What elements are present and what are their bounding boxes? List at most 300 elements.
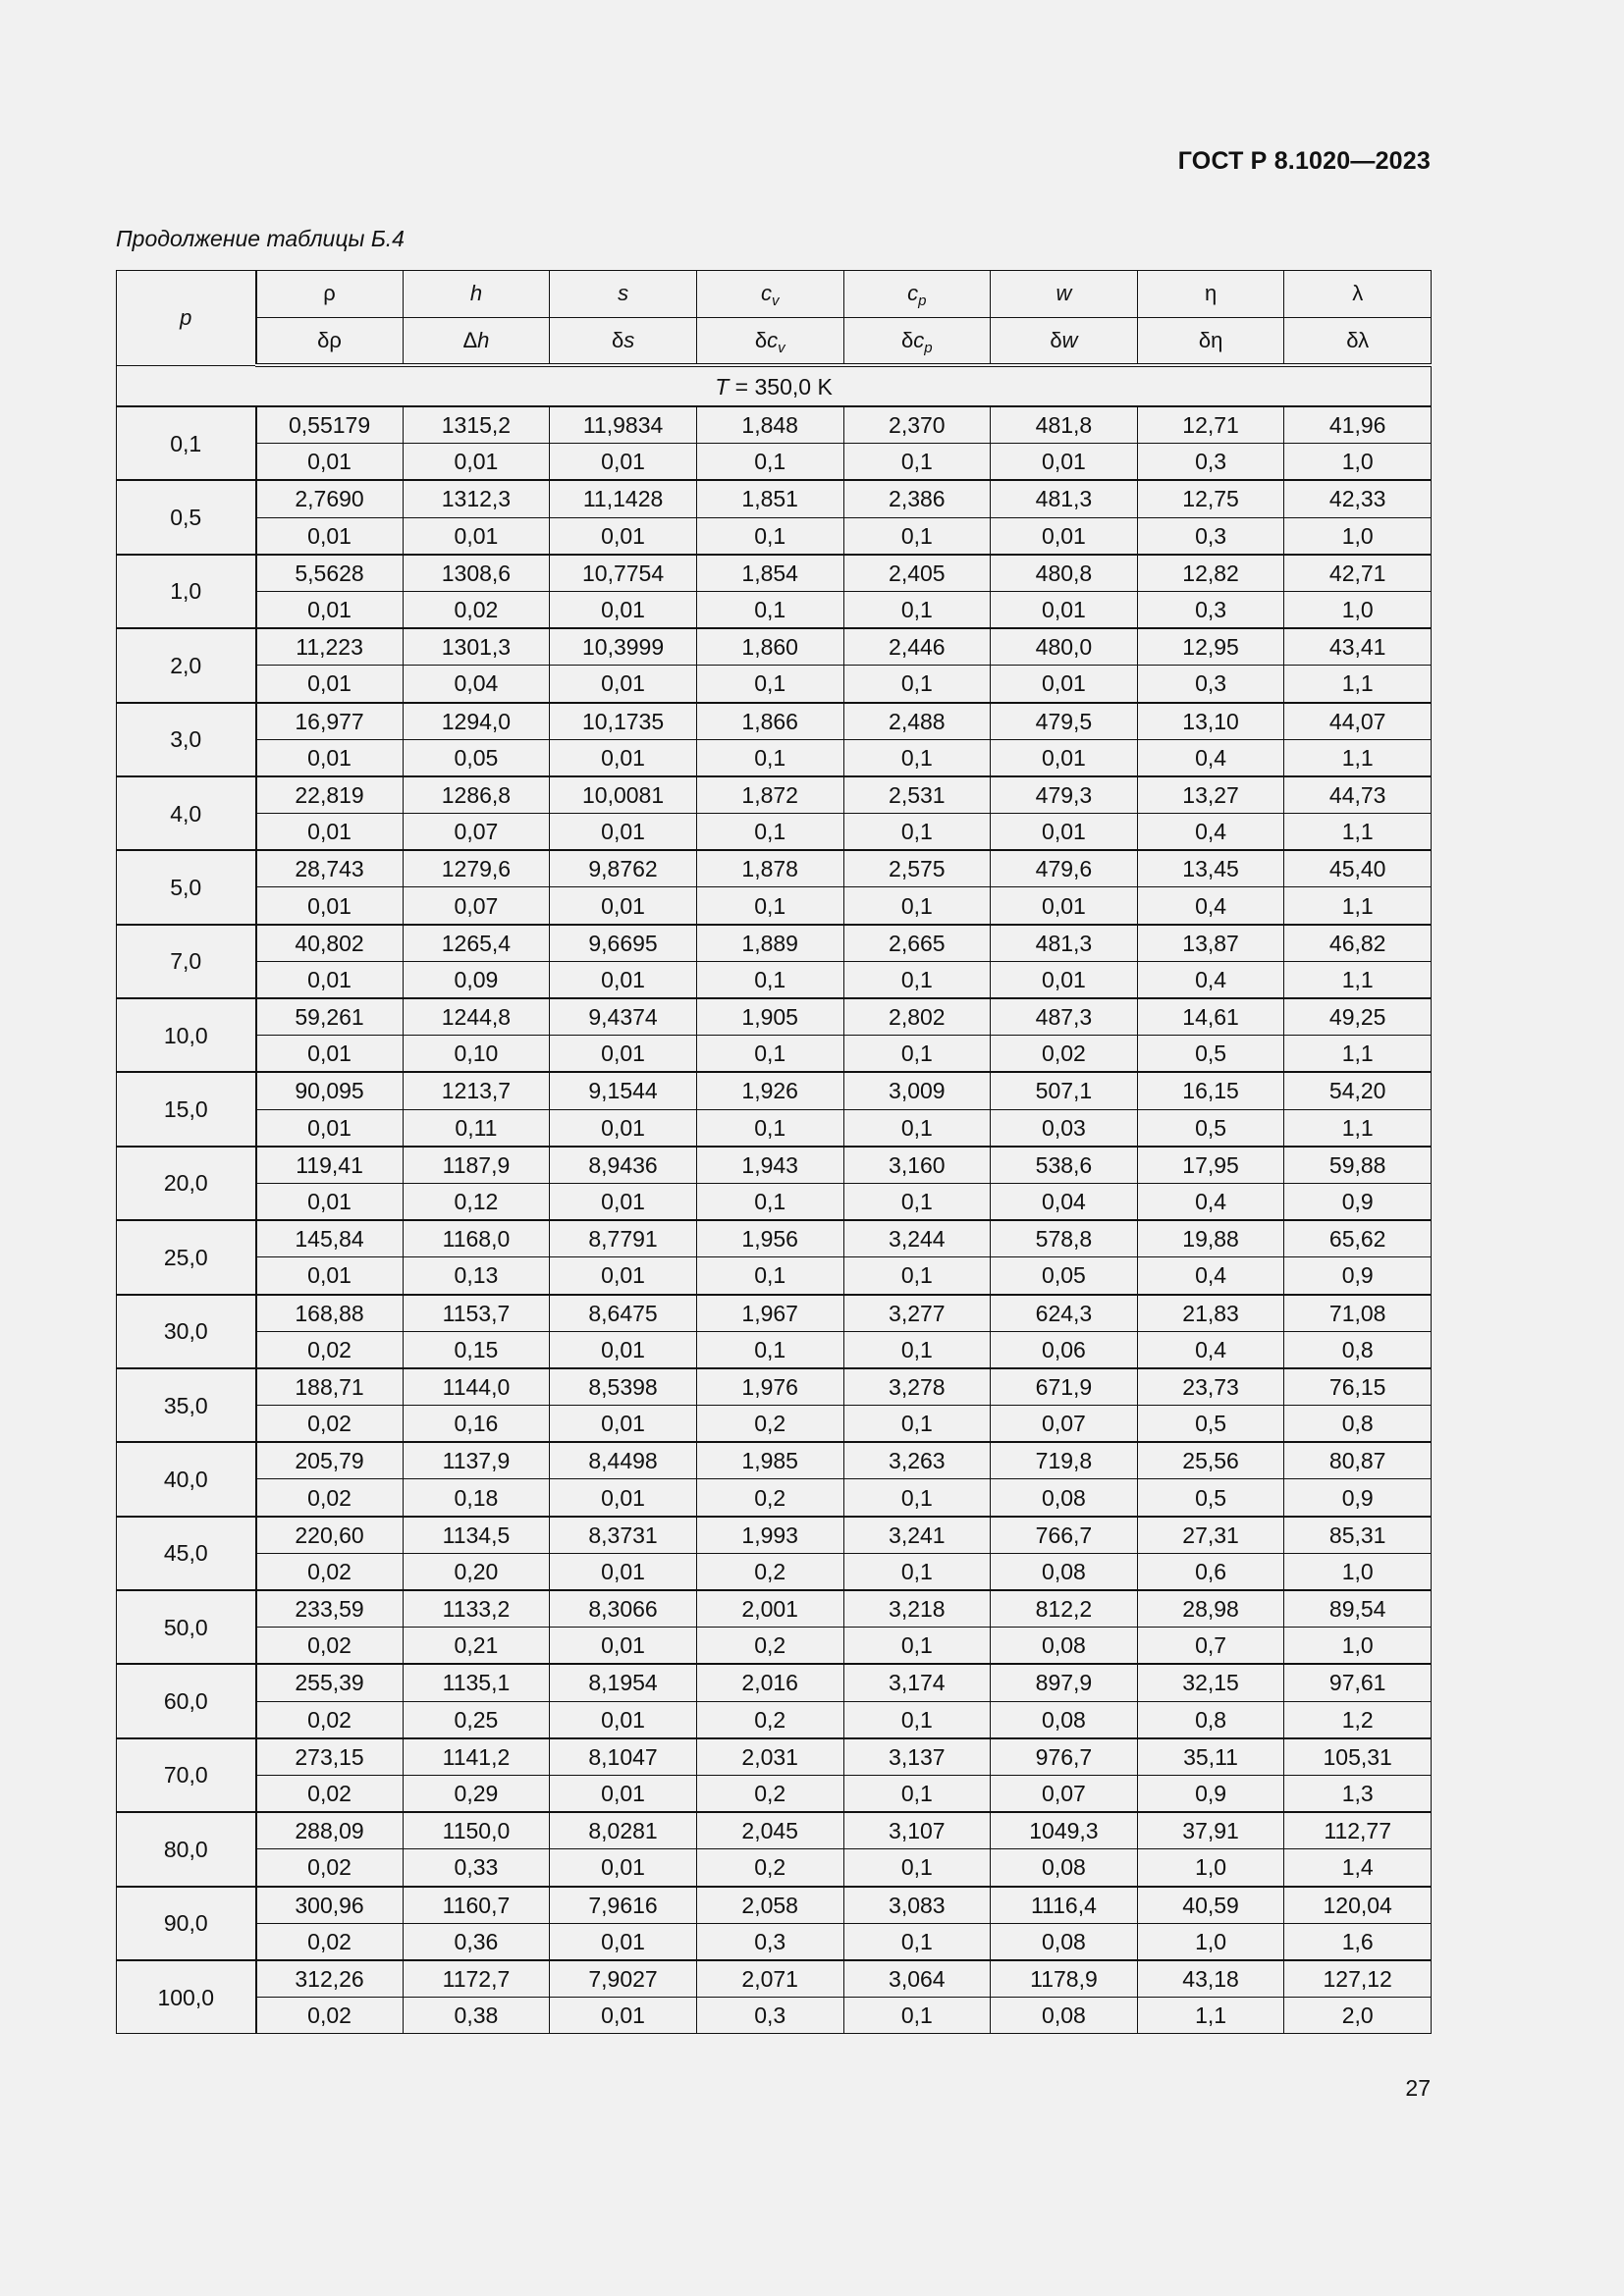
value-cell: 220,60 — [256, 1517, 404, 1554]
uncertainty-cell: 0,16 — [403, 1406, 550, 1443]
value-cell: 12,71 — [1137, 406, 1284, 444]
uncertainty-cell: 0,3 — [696, 1923, 843, 1960]
uncertainty-cell: 0,2 — [696, 1701, 843, 1738]
value-cell: 19,88 — [1137, 1220, 1284, 1257]
value-cell: 1,943 — [696, 1147, 843, 1184]
uncertainty-cell: 0,3 — [696, 1998, 843, 2034]
header-symbol: h — [477, 327, 490, 352]
uncertainty-cell: 0,01 — [550, 517, 697, 555]
header-prefix: δ — [1346, 327, 1359, 352]
value-cell: 2,016 — [696, 1664, 843, 1701]
value-cell: 3,064 — [843, 1960, 991, 1998]
header-symbol: h — [469, 281, 483, 306]
uncertainty-cell: 0,1 — [843, 1923, 991, 1960]
header-prefix: δ — [611, 327, 624, 352]
uncertainty-cell: 0,08 — [991, 1628, 1138, 1665]
uncertainty-cell: 0,01 — [256, 1036, 404, 1073]
uncertainty-cell: 0,8 — [1137, 1701, 1284, 1738]
value-cell: 10,1735 — [550, 703, 697, 740]
table-row — [117, 1960, 1432, 1998]
header-symbol: λ — [1358, 327, 1370, 352]
value-cell: 9,4374 — [550, 998, 697, 1036]
value-cell: 12,95 — [1137, 628, 1284, 666]
value-cell: 1286,8 — [403, 776, 550, 814]
uncertainty-cell: 0,1 — [843, 1406, 991, 1443]
uncertainty-cell: 0,5 — [1137, 1479, 1284, 1517]
value-cell: 35,11 — [1137, 1738, 1284, 1776]
pressure-cell: 0,5 — [117, 480, 256, 554]
value-cell: 273,15 — [256, 1738, 404, 1776]
value-cell: 1244,8 — [403, 998, 550, 1036]
uncertainty-cell: 1,1 — [1284, 666, 1432, 703]
uncertainty-cell: 0,4 — [1137, 1183, 1284, 1220]
value-cell: 54,20 — [1284, 1072, 1432, 1109]
uncertainty-cell: 0,01 — [550, 961, 697, 998]
value-cell: 1213,7 — [403, 1072, 550, 1109]
value-cell: 90,095 — [256, 1072, 404, 1109]
value-cell: 3,083 — [843, 1887, 991, 1924]
page-number: 27 — [1405, 2075, 1431, 2101]
value-cell: 479,6 — [991, 850, 1138, 887]
uncertainty-cell: 0,01 — [991, 739, 1138, 776]
value-cell: 812,2 — [991, 1590, 1138, 1628]
header-pressure — [117, 271, 256, 366]
value-cell: 44,07 — [1284, 703, 1432, 740]
value-cell: 0,55179 — [256, 406, 404, 444]
table-row — [117, 1664, 1432, 1701]
uncertainty-cell: 0,1 — [843, 961, 991, 998]
header-bottom-7 — [1284, 317, 1432, 365]
value-cell: 3,263 — [843, 1442, 991, 1479]
value-cell: 507,1 — [991, 1072, 1138, 1109]
uncertainty-cell: 0,29 — [403, 1775, 550, 1812]
value-cell: 1168,0 — [403, 1220, 550, 1257]
value-cell: 2,802 — [843, 998, 991, 1036]
uncertainty-cell: 0,01 — [991, 591, 1138, 628]
uncertainty-cell: 0,1 — [843, 1849, 991, 1887]
header-prefix: δ — [1050, 327, 1062, 352]
table-row-uncertainty — [117, 814, 1432, 851]
header-bottom-4 — [843, 317, 991, 365]
header-top-7 — [1284, 271, 1432, 318]
value-cell: 976,7 — [991, 1738, 1138, 1776]
value-cell: 1,967 — [696, 1295, 843, 1332]
table-row-uncertainty — [117, 1775, 1432, 1812]
value-cell: 11,1428 — [550, 480, 697, 517]
value-cell: 1172,7 — [403, 1960, 550, 1998]
pressure-cell: 15,0 — [117, 1072, 256, 1146]
value-cell: 28,743 — [256, 850, 404, 887]
table-row — [117, 1220, 1432, 1257]
header-top-0 — [256, 271, 404, 318]
pressure-cell: 20,0 — [117, 1147, 256, 1220]
header-symbol: ρ — [329, 327, 342, 352]
uncertainty-cell: 0,01 — [550, 1701, 697, 1738]
uncertainty-cell: 1,0 — [1284, 517, 1432, 555]
value-cell: 27,31 — [1137, 1517, 1284, 1554]
uncertainty-cell: 0,02 — [256, 1406, 404, 1443]
uncertainty-cell: 0,02 — [403, 591, 550, 628]
value-cell: 112,77 — [1284, 1812, 1432, 1849]
table-row-uncertainty — [117, 961, 1432, 998]
properties-table — [116, 270, 1432, 2034]
uncertainty-cell: 0,05 — [403, 739, 550, 776]
value-cell: 89,54 — [1284, 1590, 1432, 1628]
header-top-5 — [991, 271, 1138, 318]
value-cell: 23,73 — [1137, 1368, 1284, 1406]
uncertainty-cell: 0,5 — [1137, 1109, 1284, 1147]
uncertainty-cell: 0,07 — [403, 814, 550, 851]
pressure-cell: 4,0 — [117, 776, 256, 850]
table-row-uncertainty — [117, 666, 1432, 703]
value-cell: 168,88 — [256, 1295, 404, 1332]
value-cell: 76,15 — [1284, 1368, 1432, 1406]
uncertainty-cell: 0,01 — [256, 517, 404, 555]
uncertainty-cell: 0,1 — [843, 1183, 991, 1220]
pressure-cell: 100,0 — [117, 1960, 256, 2034]
uncertainty-cell: 0,02 — [256, 1479, 404, 1517]
uncertainty-cell: 0,02 — [256, 1628, 404, 1665]
document-code: ГОСТ Р 8.1020—2023 — [1177, 147, 1431, 175]
uncertainty-cell: 0,7 — [1137, 1628, 1284, 1665]
table-row — [117, 1887, 1432, 1924]
value-cell: 1315,2 — [403, 406, 550, 444]
value-cell: 12,82 — [1137, 555, 1284, 592]
value-cell: 11,9834 — [550, 406, 697, 444]
value-cell: 8,3731 — [550, 1517, 697, 1554]
uncertainty-cell: 0,09 — [403, 961, 550, 998]
uncertainty-cell: 0,8 — [1284, 1331, 1432, 1368]
value-cell: 3,244 — [843, 1220, 991, 1257]
uncertainty-cell: 0,01 — [550, 1036, 697, 1073]
pressure-cell: 5,0 — [117, 850, 256, 924]
uncertainty-cell: 0,12 — [403, 1183, 550, 1220]
uncertainty-cell: 0,5 — [1137, 1036, 1284, 1073]
uncertainty-cell: 0,01 — [991, 814, 1138, 851]
table-row-uncertainty — [117, 1036, 1432, 1073]
uncertainty-cell: 0,01 — [550, 1775, 697, 1812]
uncertainty-cell: 0,04 — [991, 1183, 1138, 1220]
table-row-uncertainty — [117, 591, 1432, 628]
table-row-uncertainty — [117, 887, 1432, 925]
table-row — [117, 1295, 1432, 1332]
value-cell: 1,866 — [696, 703, 843, 740]
uncertainty-cell: 0,1 — [696, 887, 843, 925]
uncertainty-cell: 0,01 — [550, 1109, 697, 1147]
value-cell: 2,370 — [843, 406, 991, 444]
uncertainty-cell: 0,01 — [256, 666, 404, 703]
value-cell: 5,5628 — [256, 555, 404, 592]
table-body — [117, 271, 1432, 2034]
uncertainty-cell: 0,08 — [991, 1849, 1138, 1887]
header-bottom-3 — [696, 317, 843, 365]
value-cell: 8,5398 — [550, 1368, 697, 1406]
value-cell: 1279,6 — [403, 850, 550, 887]
value-cell: 300,96 — [256, 1887, 404, 1924]
uncertainty-cell: 0,06 — [991, 1331, 1138, 1368]
uncertainty-cell: 0,20 — [403, 1553, 550, 1590]
uncertainty-cell: 0,1 — [843, 1331, 991, 1368]
uncertainty-cell: 0,01 — [550, 1183, 697, 1220]
header-bottom-0 — [256, 317, 404, 365]
header-symbol: c — [913, 327, 925, 352]
value-cell: 59,88 — [1284, 1147, 1432, 1184]
uncertainty-cell: 0,01 — [256, 1109, 404, 1147]
uncertainty-cell: 0,01 — [991, 961, 1138, 998]
uncertainty-cell: 0,02 — [991, 1036, 1138, 1073]
table-row — [117, 1442, 1432, 1479]
uncertainty-cell: 1,1 — [1284, 739, 1432, 776]
value-cell: 255,39 — [256, 1664, 404, 1701]
value-cell: 1,889 — [696, 925, 843, 962]
uncertainty-cell: 0,1 — [843, 444, 991, 481]
value-cell: 42,33 — [1284, 480, 1432, 517]
uncertainty-cell: 0,1 — [696, 444, 843, 481]
table-row — [117, 1517, 1432, 1554]
uncertainty-cell: 0,9 — [1284, 1257, 1432, 1295]
table-row-uncertainty — [117, 1331, 1432, 1368]
uncertainty-cell: 0,2 — [696, 1553, 843, 1590]
header-symbol: c — [767, 327, 779, 352]
value-cell: 8,0281 — [550, 1812, 697, 1849]
value-cell: 578,8 — [991, 1220, 1138, 1257]
value-cell: 3,137 — [843, 1738, 991, 1776]
value-cell: 1265,4 — [403, 925, 550, 962]
uncertainty-cell: 0,01 — [550, 1923, 697, 1960]
uncertainty-cell: 0,08 — [991, 1701, 1138, 1738]
table-row — [117, 555, 1432, 592]
uncertainty-cell: 0,3 — [1137, 444, 1284, 481]
pressure-cell: 0,1 — [117, 406, 256, 480]
value-cell: 3,277 — [843, 1295, 991, 1332]
uncertainty-cell: 1,1 — [1284, 1036, 1432, 1073]
value-cell: 188,71 — [256, 1368, 404, 1406]
uncertainty-cell: 0,1 — [843, 814, 991, 851]
table-row-uncertainty — [117, 1998, 1432, 2034]
value-cell: 119,41 — [256, 1147, 404, 1184]
value-cell: 1,985 — [696, 1442, 843, 1479]
value-cell: 766,7 — [991, 1517, 1138, 1554]
value-cell: 2,386 — [843, 480, 991, 517]
uncertainty-cell: 0,1 — [696, 1036, 843, 1073]
uncertainty-cell: 1,3 — [1284, 1775, 1432, 1812]
value-cell: 479,3 — [991, 776, 1138, 814]
uncertainty-cell: 0,1 — [696, 739, 843, 776]
header-top-1 — [403, 271, 550, 318]
value-cell: 1178,9 — [991, 1960, 1138, 1998]
value-cell: 8,3066 — [550, 1590, 697, 1628]
value-cell: 45,40 — [1284, 850, 1432, 887]
value-cell: 42,71 — [1284, 555, 1432, 592]
value-cell: 13,10 — [1137, 703, 1284, 740]
header-prefix: δ — [754, 327, 768, 352]
value-cell: 65,62 — [1284, 1220, 1432, 1257]
header-bottom-5 — [991, 317, 1138, 365]
value-cell: 480,8 — [991, 555, 1138, 592]
uncertainty-cell: 0,01 — [256, 591, 404, 628]
value-cell: 2,488 — [843, 703, 991, 740]
value-cell: 1135,1 — [403, 1664, 550, 1701]
table-row-uncertainty — [117, 1628, 1432, 1665]
header-top-2 — [550, 271, 697, 318]
pressure-cell: 30,0 — [117, 1295, 256, 1368]
value-cell: 13,45 — [1137, 850, 1284, 887]
value-cell: 2,665 — [843, 925, 991, 962]
table-row-uncertainty — [117, 1406, 1432, 1443]
value-cell: 127,12 — [1284, 1960, 1432, 1998]
value-cell: 7,9027 — [550, 1960, 697, 1998]
value-cell: 1153,7 — [403, 1295, 550, 1332]
uncertainty-cell: 0,08 — [991, 1998, 1138, 2034]
value-cell: 1,993 — [696, 1517, 843, 1554]
value-cell: 1312,3 — [403, 480, 550, 517]
header-symbol: c — [907, 281, 919, 306]
uncertainty-cell: 0,08 — [991, 1479, 1138, 1517]
pressure-cell: 10,0 — [117, 998, 256, 1072]
value-cell: 40,59 — [1137, 1887, 1284, 1924]
value-cell: 671,9 — [991, 1368, 1138, 1406]
header-subscript: v — [778, 339, 785, 356]
uncertainty-cell: 0,1 — [696, 517, 843, 555]
pressure-cell: 45,0 — [117, 1517, 256, 1590]
value-cell: 2,001 — [696, 1590, 843, 1628]
value-cell: 3,009 — [843, 1072, 991, 1109]
value-cell: 1116,4 — [991, 1887, 1138, 1924]
uncertainty-cell: 0,1 — [696, 666, 843, 703]
value-cell: 8,9436 — [550, 1147, 697, 1184]
value-cell: 7,9616 — [550, 1887, 697, 1924]
uncertainty-cell: 0,3 — [1137, 517, 1284, 555]
table-row — [117, 925, 1432, 962]
value-cell: 1137,9 — [403, 1442, 550, 1479]
value-cell: 9,8762 — [550, 850, 697, 887]
value-cell: 1294,0 — [403, 703, 550, 740]
table-row-uncertainty — [117, 1109, 1432, 1147]
uncertainty-cell: 0,01 — [550, 1257, 697, 1295]
value-cell: 481,3 — [991, 925, 1138, 962]
table-row — [117, 1738, 1432, 1776]
uncertainty-cell: 0,08 — [991, 1923, 1138, 1960]
value-cell: 2,446 — [843, 628, 991, 666]
value-cell: 8,1954 — [550, 1664, 697, 1701]
value-cell: 2,405 — [843, 555, 991, 592]
table-row — [117, 1590, 1432, 1628]
value-cell: 2,058 — [696, 1887, 843, 1924]
uncertainty-cell: 0,01 — [403, 444, 550, 481]
header-symbol: ρ — [323, 281, 336, 306]
value-cell: 3,218 — [843, 1590, 991, 1628]
value-cell: 2,575 — [843, 850, 991, 887]
uncertainty-cell: 0,9 — [1284, 1183, 1432, 1220]
uncertainty-cell: 0,1 — [843, 1628, 991, 1665]
uncertainty-cell: 0,07 — [991, 1775, 1138, 1812]
uncertainty-cell: 0,8 — [1284, 1406, 1432, 1443]
value-cell: 8,1047 — [550, 1738, 697, 1776]
value-cell: 1144,0 — [403, 1368, 550, 1406]
value-cell: 80,87 — [1284, 1442, 1432, 1479]
uncertainty-cell: 0,5 — [1137, 1406, 1284, 1443]
uncertainty-cell: 0,1 — [843, 1701, 991, 1738]
value-cell: 25,56 — [1137, 1442, 1284, 1479]
uncertainty-cell: 0,18 — [403, 1479, 550, 1517]
value-cell: 44,73 — [1284, 776, 1432, 814]
value-cell: 2,031 — [696, 1738, 843, 1776]
uncertainty-cell: 0,15 — [403, 1331, 550, 1368]
value-cell: 487,3 — [991, 998, 1138, 1036]
value-cell: 2,531 — [843, 776, 991, 814]
header-top-3 — [696, 271, 843, 318]
value-cell: 719,8 — [991, 1442, 1138, 1479]
value-cell: 105,31 — [1284, 1738, 1432, 1776]
value-cell: 41,96 — [1284, 406, 1432, 444]
uncertainty-cell: 0,01 — [550, 887, 697, 925]
uncertainty-cell: 0,2 — [696, 1775, 843, 1812]
header-prefix: δ — [901, 327, 914, 352]
table-row — [117, 628, 1432, 666]
value-cell: 8,7791 — [550, 1220, 697, 1257]
uncertainty-cell: 1,0 — [1284, 1553, 1432, 1590]
uncertainty-cell: 1,6 — [1284, 1923, 1432, 1960]
value-cell: 1133,2 — [403, 1590, 550, 1628]
value-cell: 480,0 — [991, 628, 1138, 666]
table-row-uncertainty — [117, 1923, 1432, 1960]
value-cell: 16,15 — [1137, 1072, 1284, 1109]
uncertainty-cell: 1,0 — [1137, 1923, 1284, 1960]
temperature-row — [117, 365, 1432, 406]
uncertainty-cell: 0,01 — [991, 444, 1138, 481]
table-row-uncertainty — [117, 1183, 1432, 1220]
table-row-uncertainty — [117, 517, 1432, 555]
uncertainty-cell: 0,4 — [1137, 1257, 1284, 1295]
uncertainty-cell: 0,1 — [696, 1109, 843, 1147]
value-cell: 1134,5 — [403, 1517, 550, 1554]
uncertainty-cell: 1,0 — [1284, 444, 1432, 481]
header-symbol: w — [1061, 327, 1078, 352]
uncertainty-cell: 0,1 — [696, 961, 843, 998]
uncertainty-cell: 1,0 — [1137, 1849, 1284, 1887]
value-cell: 21,83 — [1137, 1295, 1284, 1332]
pressure-cell: 25,0 — [117, 1220, 256, 1294]
table-row-uncertainty — [117, 1849, 1432, 1887]
uncertainty-cell: 1,4 — [1284, 1849, 1432, 1887]
value-cell: 43,18 — [1137, 1960, 1284, 1998]
uncertainty-cell: 0,33 — [403, 1849, 550, 1887]
uncertainty-cell: 0,11 — [403, 1109, 550, 1147]
uncertainty-cell: 0,1 — [843, 666, 991, 703]
uncertainty-cell: 0,02 — [256, 1923, 404, 1960]
uncertainty-cell: 0,4 — [1137, 887, 1284, 925]
uncertainty-cell: 0,1 — [696, 1331, 843, 1368]
table-row — [117, 1812, 1432, 1849]
uncertainty-cell: 0,1 — [843, 1109, 991, 1147]
uncertainty-cell: 0,4 — [1137, 1331, 1284, 1368]
header-row-properties — [117, 271, 1432, 318]
uncertainty-cell: 0,1 — [843, 887, 991, 925]
table-row — [117, 1072, 1432, 1109]
value-cell: 624,3 — [991, 1295, 1138, 1332]
uncertainty-cell: 0,3 — [1137, 591, 1284, 628]
uncertainty-cell: 0,01 — [256, 814, 404, 851]
uncertainty-cell: 0,02 — [256, 1998, 404, 2034]
header-symbol: w — [1056, 281, 1072, 306]
pressure-cell: 70,0 — [117, 1738, 256, 1812]
uncertainty-cell: 0,1 — [843, 591, 991, 628]
uncertainty-cell: 0,1 — [843, 739, 991, 776]
value-cell: 3,107 — [843, 1812, 991, 1849]
value-cell: 28,98 — [1137, 1590, 1284, 1628]
uncertainty-cell: 0,01 — [256, 444, 404, 481]
header-subscript: p — [918, 293, 927, 310]
